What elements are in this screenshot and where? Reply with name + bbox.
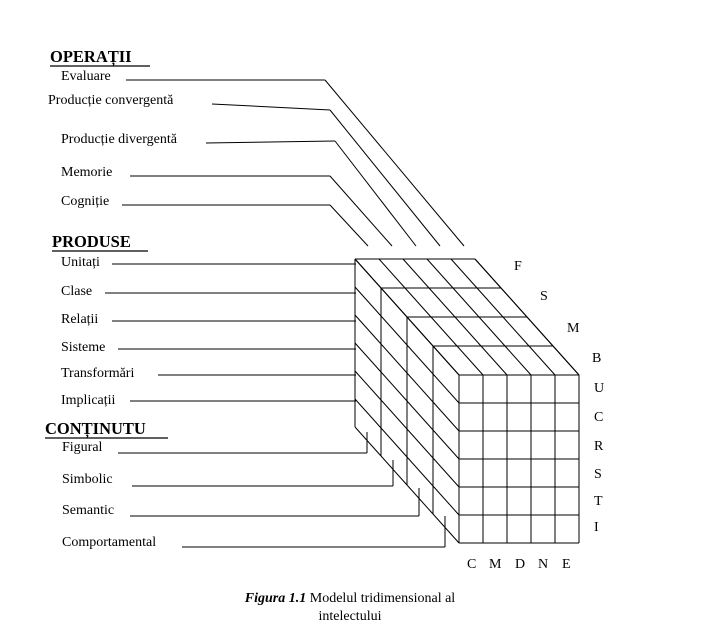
cube-bottom-label-c: C [467,557,477,572]
cube-side-line [355,427,381,456]
continutu-title: CONȚINUTU [45,419,146,438]
caption-line2: intelectului [318,609,382,624]
cube-top-line [477,288,503,317]
cube-top-line [457,346,483,375]
cube-side-line [355,343,381,372]
cube-diag-label-s: S [540,289,548,304]
cube-side-line [433,374,459,403]
cube-top-line [453,288,479,317]
leader-lines [105,80,464,547]
cube-side-line [355,315,381,344]
cube-top-line [433,346,459,375]
cube-top-line [429,288,455,317]
cube-side-line [381,344,407,373]
cube-bottom-label-n: N [538,557,549,572]
cube-side-line [381,316,407,345]
produse-title: PRODUSE [52,232,131,251]
cube-side-line [355,287,381,316]
cube-side-line [407,485,433,514]
cube-top-line [455,317,481,346]
prod-label-transformari: Transformări [61,366,135,381]
cube-side-line [381,372,407,401]
cube-right-label-r: R [594,439,604,454]
cont-label-figural: Figural [62,440,103,455]
cont-label-simbolic: Simbolic [62,472,113,487]
cube-diag-label-f: F [514,259,522,274]
caption-figure-number: Figura 1.1 [244,591,307,606]
cube-diag-label-m: M [567,321,580,336]
cube-top-line [451,259,477,288]
prod-label-sisteme: Sisteme [61,340,106,355]
operatii-title: OPERAȚII [50,47,132,66]
op-label-productie-divergenta: Producție divergentă [61,132,177,147]
cube-top-line [431,317,457,346]
cube-top-line [505,346,531,375]
cube-top-line [503,317,529,346]
cube-bottom-label-m: M [489,557,502,572]
leader-operatii [330,110,440,246]
cube-side-line [355,399,381,428]
cube-side-line [433,430,459,459]
prod-label-implicatii: Implicații [61,393,116,408]
op-label-cognitie: Cogniție [61,194,110,209]
cont-label-semantic: Semantic [62,503,115,518]
cube-right-label-u: U [594,381,605,396]
caption-text: Modelul tridimensional al [306,591,456,606]
cont-label-comportamental: Comportamental [62,535,157,550]
cube-side-line [407,401,433,430]
cube-top-line [479,317,505,346]
cube-side-line [433,514,459,543]
prod-label-unitati: Unitați [61,255,100,270]
cube-side-line [381,428,407,457]
prod-label-clase: Clase [61,284,93,299]
cube-top-line [407,317,433,346]
cube-top-line [405,288,431,317]
cube-top-line [481,346,507,375]
cube-side-line [381,400,407,429]
cube-side-line [407,345,433,374]
leader-operatii [330,205,368,246]
cube-side-line [407,457,433,486]
cube-bottom-label-e: E [562,557,571,572]
cube-top-line [529,346,555,375]
leader-operatii [330,176,392,246]
leader-operatii [206,141,335,143]
figure-caption [150,590,550,626]
cube-top-line [379,259,405,288]
op-label-productie-convergenta: Producție convergentă [48,93,174,108]
op-label-memorie: Memorie [61,165,113,180]
cube-side-line [433,402,459,431]
cube-right-label-c: C [594,410,604,425]
cube-side-line [407,373,433,402]
leader-operatii [212,104,330,110]
cube-side-line [407,429,433,458]
cube-side-line [381,456,407,485]
prod-label-relatii: Relații [61,312,99,327]
cube-side-line [355,371,381,400]
cube-top-line [381,288,407,317]
cube-top-line [403,259,429,288]
leader-operatii [325,80,464,246]
cube-bottom-label-d: D [515,557,526,572]
cube-top-line [355,259,381,288]
cube-side-line [433,458,459,487]
cube-right-label-i: I [594,520,599,535]
cube-right-label-t: T [594,494,603,509]
cube-right-label-b: B [592,351,602,366]
cube-top-line [427,259,453,288]
cube-side-line [433,486,459,515]
leader-operatii [335,141,416,246]
cube-right-label-s: S [594,467,602,482]
op-label-evaluare: Evaluare [61,69,111,84]
